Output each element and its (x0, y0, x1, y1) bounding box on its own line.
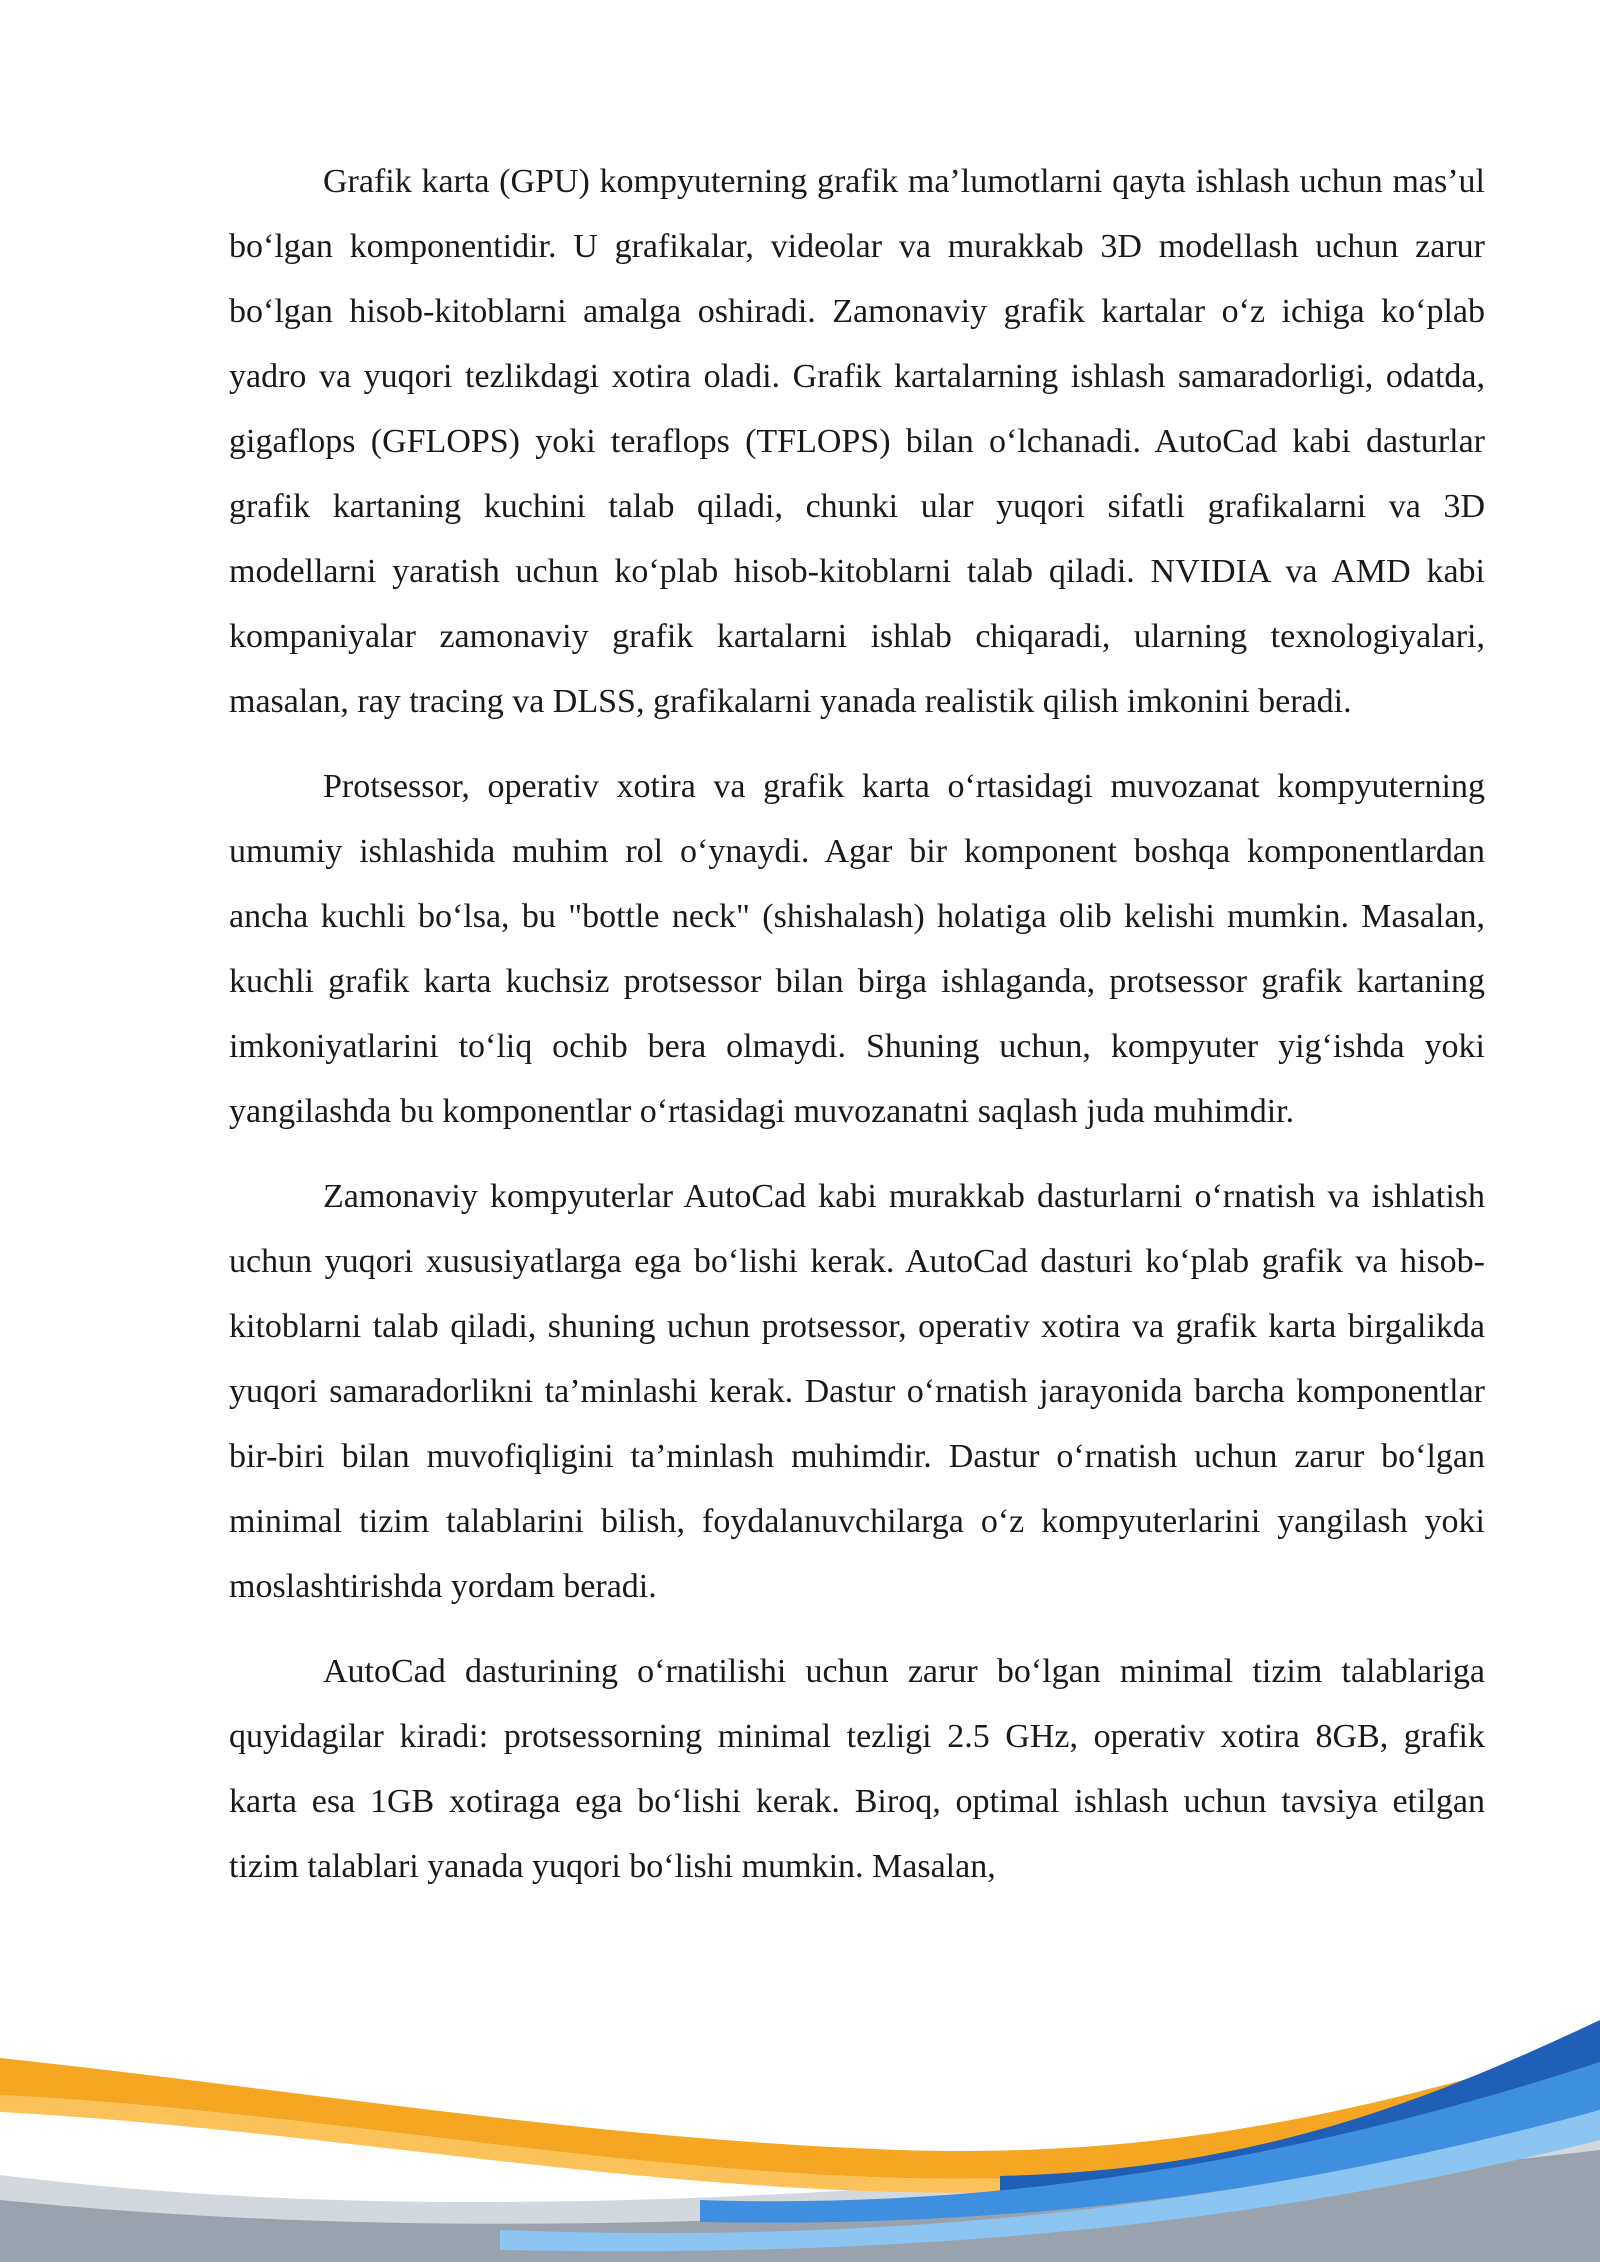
footer-wave-decoration (0, 2000, 1600, 2262)
paragraph-balance: Protsessor, operativ xotira va grafik karta o‘rtasidagi muvozanat kompyuterning umumiy ishlashida muhim rol o‘ynaydi. Agar bir komponent boshqa komponentlardan ancha kuchli bo‘lsa, bu "bottle neck" (shishalash) holatiga olib kelishi mumkin. Masalan, kuchli grafik karta kuchsiz protsessor bilan birga ishlaganda, protsessor grafik kartaning imkoniyatlarini to‘liq ochib bera olmaydi. Shuning uchun, kompyuter yig‘ishda yoki yangilashda bu komponentlar o‘rtasidagi muvozanatni saqlash juda muhimdir. (229, 768, 1485, 1130)
paragraph-autocad-requirements: AutoCad dasturining o‘rnatilishi uchun zarur bo‘lgan minimal tizim talablariga quyidagilar kiradi: protsessorning minimal tezligi 2.5 GHz, operativ xotira 8GB, grafik karta esa 1GB xotiraga ega bo‘lishi kerak. Biroq, optimal ishlash uchun tavsiya etilgan tizim talablari yanada yuqori bo‘lishi mumkin. Masalan, (229, 1653, 1485, 1885)
body-text (229, 149, 1485, 1919)
paragraph-modern-computers: Zamonaviy kompyuterlar AutoCad kabi murakkab dasturlarni o‘rnatish va ishlatish uchun yuqori xususiyatlarga ega bo‘lishi kerak. AutoCad dasturi ko‘plab grafik va hisob-kitoblarni talab qiladi, shuning uchun protsessor, operativ xotira va grafik karta birgalikda yuqori samaradorlikni ta’minlashi kerak. Dastur o‘rnatish jarayonida barcha komponentlar bir-biri bilan muvofiqligini ta’minlash muhimdir. Dastur o‘rnatish uchun zarur bo‘lgan minimal tizim talablarini bilish, foydalanuvchilarga o‘z kompyuterlarini yangilash yoki moslashtirishda yordam beradi. (229, 1178, 1485, 1605)
paragraph-gpu: Grafik karta (GPU) kompyuterning grafik ma’lumotlarni qayta ishlash uchun mas’ul bo‘lgan komponentidir. U grafikalar, videolar va murakkab 3D modellash uchun zarur bo‘lgan hisob-kitoblarni amalga oshiradi. Zamonaviy grafik kartalar o‘z ichiga ko‘plab yadro va yuqori tezlikdagi xotira oladi. Grafik kartalarning ishlash samaradorligi, odatda, gigaflops (GFLOPS) yoki teraflops (TFLOPS) bilan o‘lchanadi. AutoCad kabi dasturlar grafik kartaning kuchini talab qiladi, chunki ular yuqori sifatli grafikalarni va 3D modellarni yaratish uchun ko‘plab hisob-kitoblarni talab qiladi. NVIDIA va AMD kabi kompaniyalar zamonaviy grafik kartalarni ishlab chiqaradi, ularning texnologiyalari, masalan, ray tracing va DLSS, grafikalarni yanada realistik qilish imkonini beradi. (229, 163, 1485, 720)
